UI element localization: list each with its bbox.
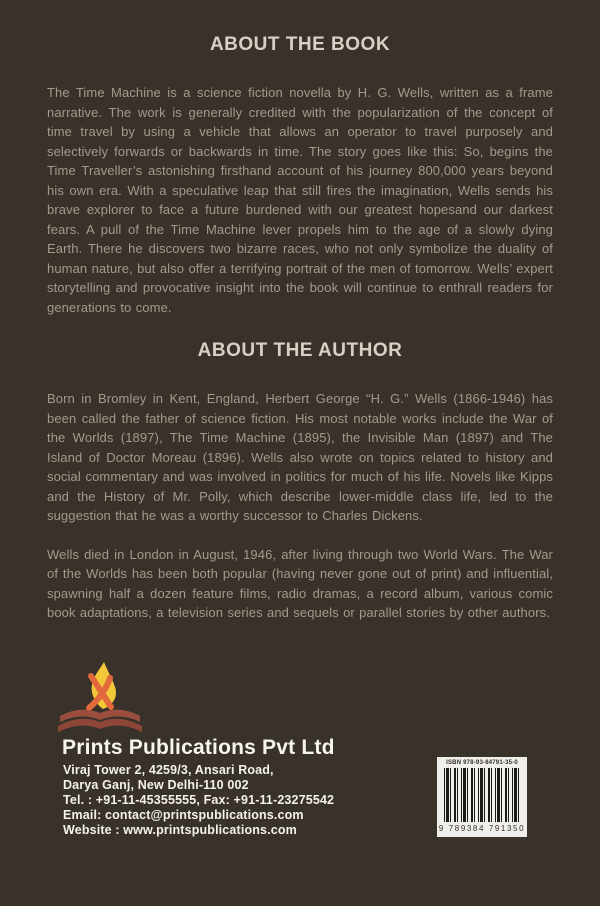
- author-bio-paragraph-2: Wells died in London in August, 1946, after living through two World Wars. The War of the Worlds has been both popular (having never gone out of print) and influential, spawning half a dozen feature films, radio dramas, a record album, various comic book adaptations, a television series and sequels or parallel stories by other authors.: [47, 546, 553, 620]
- address-line-1: Viraj Tower 2, 4259/3, Ansari Road,: [63, 763, 274, 777]
- website-line: Website : www.printspublications.com: [63, 822, 297, 837]
- book-page-right-bottom: [100, 719, 142, 732]
- author-bio-paragraph-1: Born in Bromley in Kent, England, Herbert George “H. G.” Wells (1866-1946) has been called the father of science fiction. His most notable works include the War of the Worlds (1897), The Time Machine (1895), the Invisible Man (1897) and The Island of Doctor Moreau (1896). Wells also wrote on topics related to history and social commentary and was involved in politics for much of his life. Novels like Kipps and the History of Mr. Polly, which describe lower-middle class life, led to the suggestion that he was a worthy successor to Charles Dickens.: [47, 391, 553, 523]
- barcode-bars: [444, 768, 520, 822]
- book-and-flame-icon: [58, 662, 142, 736]
- about-the-book-heading: ABOUT THE BOOK: [209, 34, 391, 55]
- isbn-text: ISBN 978-93-84791-35-0: [446, 760, 518, 766]
- isbn-barcode: [437, 757, 527, 837]
- email-line: Email: contact@printspublications.com: [63, 807, 304, 822]
- about-the-author-heading: ABOUT THE AUTHOR: [197, 340, 403, 361]
- book-page-left-bottom: [58, 719, 100, 732]
- book-description-paragraph: The Time Machine is a science fiction novella by H. G. Wells, written as a frame narrative. The work is generally credited with the popularization of the concept of time travel by using a vehicle that allows an operator to travel purposely and selectively forwards or backwards in time. The story goes like this: So, begins the Time Traveller’s astonishing firsthand account of his journey 800,000 years beyond his own era. With a speculative leap that still fires the imagination, Wells sends his brave explorer to face a future burdened with our greatest hopesand our darkest fears. A pull of the Time Machine lever propels him to the age of a slowly dying Earth. There he discovers two bizarre races, who not only symbolize the duality of human nature, but also offer a terrifying portrait of the men of tomorrow. Wells’ expert storytelling and provocative insight into the book will continue to enthrall readers for generations to come.: [47, 85, 553, 315]
- phone-fax-line: Tel. : +91-11-45355555, Fax: +91-11-23275542: [63, 792, 335, 807]
- publisher-name: Prints Publications Pvt Ltd: [62, 736, 335, 759]
- publisher-address-block: [63, 763, 334, 838]
- barcode-number: 9 789384 791350: [438, 824, 526, 833]
- address-line-2: Darya Ganj, New Delhi-110 002: [63, 777, 249, 792]
- publisher-logo: [58, 662, 142, 736]
